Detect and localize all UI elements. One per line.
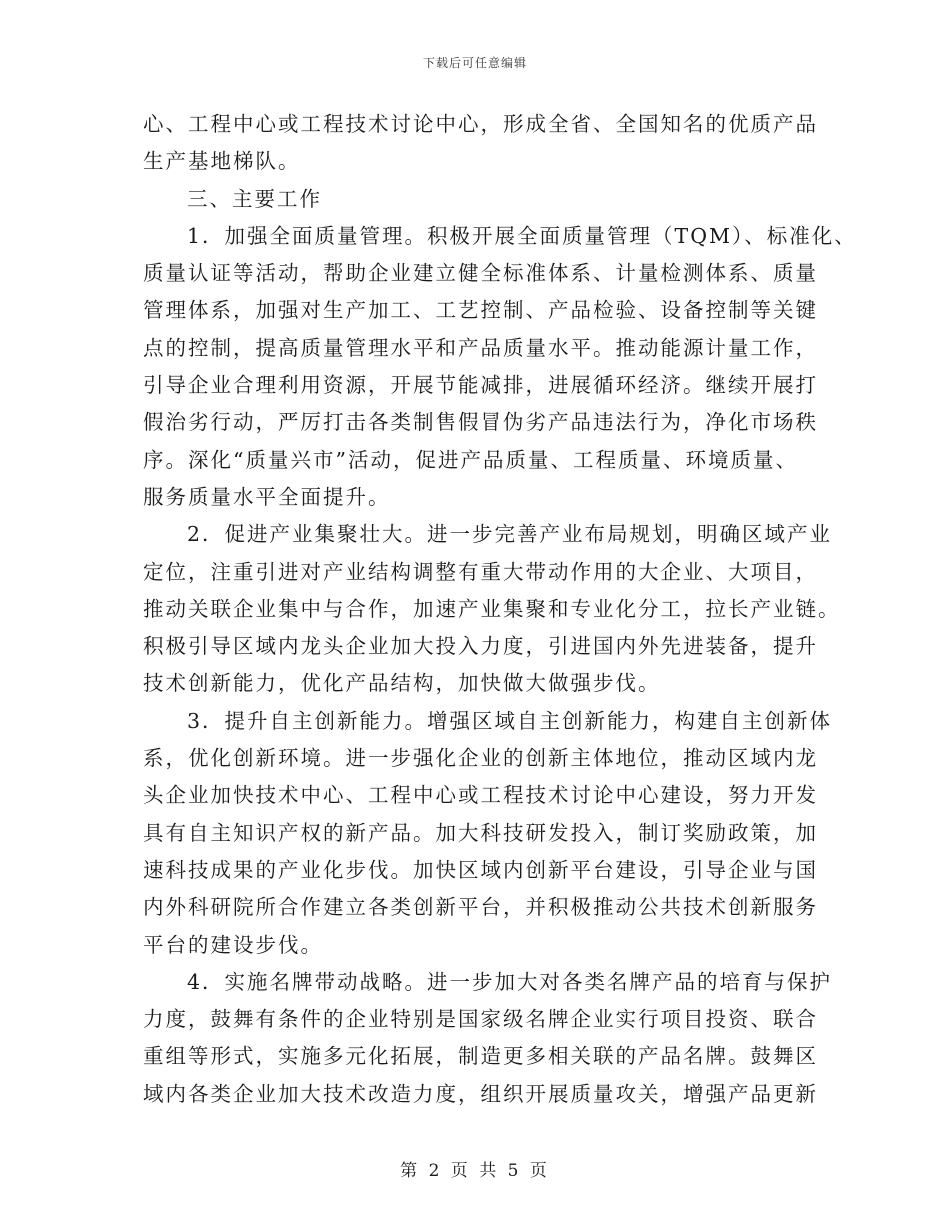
section-heading: 三、主要工作: [187, 186, 322, 211]
text-line: 具有自主知识产权的新产品。加大科技研发投入，制订奖励政策，加: [143, 820, 818, 845]
text-line: 服务质量水平全面提升。: [143, 484, 391, 509]
text-line: 序。深化“质量兴市”活动，促进产品质量、工程质量、环境质量、: [143, 447, 798, 472]
text-line: 引导企业合理利用资源，开展节能减排，进展循环经济。继续开展打: [143, 373, 818, 398]
text-line: 重组等形式，实施多元化拓展，制造更多相关联的产品名牌。鼓舞区: [143, 1044, 818, 1069]
text-line: 定位，注重引进对产业结构调整有重大带动作用的大企业、大项目，: [143, 559, 818, 584]
document-body: [143, 106, 857, 1113]
text-line: 推动关联企业集中与合作，加速产业集聚和专业化分工，拉长产业链。: [143, 596, 841, 621]
paragraph-start: 3．提升自主创新能力。增强区域自主创新能力，构建自主创新体: [187, 708, 833, 733]
text-line: 生产基地梯队。: [143, 149, 301, 174]
text-line: 管理体系，加强对生产加工、工艺控制、产品检验、设备控制等关键: [143, 298, 818, 323]
text-line: 心、工程中心或工程技术讨论中心，形成全省、全国知名的优质产品: [143, 112, 818, 136]
text-line: 头企业加快技术中心、工程中心或工程技术讨论中心建设，努力开发: [143, 783, 818, 808]
text-line: 质量认证等活动，帮助企业建立健全标准体系、计量检测体系、质量: [143, 261, 818, 286]
text-line: 力度，鼓舞有条件的企业特别是国家级名牌企业实行项目投资、联合: [143, 1007, 818, 1032]
text-line: 内外科研院所合作建立各类创新平台，并积极推动公共技术创新服务: [143, 895, 818, 920]
text-line: 积极引导区域内龙头企业加大投入力度，引进国内外先进装备，提升: [143, 634, 818, 659]
page-footer: 第 2 页 共 5 页: [400, 1161, 550, 1181]
paragraph-start: 1．加强全面质量管理。积极开展全面质量管理（TQM）、标准化、: [187, 223, 857, 248]
text-line: 技术创新能力，优化产品结构，加快做大做强步伐。: [143, 671, 661, 696]
text-line: 域内各类企业加大技术改造力度，组织开展质量攻关，增强产品更新: [143, 1081, 818, 1106]
page-header: 下载后可任意编辑: [422, 56, 527, 70]
text-line: 平台的建设步伐。: [143, 932, 323, 957]
paragraph-start: 4．实施名牌带动战略。进一步加大对各类名牌产品的培育与保护: [187, 969, 833, 994]
paragraph-start: 2．促进产业集聚壮大。进一步完善产业布局规划，明确区域产业: [187, 522, 833, 547]
text-line: 速科技成果的产业化步伐。加快区域内创新平台建设，引导企业与国: [143, 857, 818, 882]
text-line: 假治劣行动，严厉打击各类制售假冒伪劣产品违法行为，净化市场秩: [143, 410, 818, 435]
text-line: 点的控制，提高质量管理水平和产品质量水平。推动能源计量工作，: [143, 335, 818, 360]
text-line: 系，优化创新环境。进一步强化企业的创新主体地位，推动区域内龙: [143, 746, 818, 771]
